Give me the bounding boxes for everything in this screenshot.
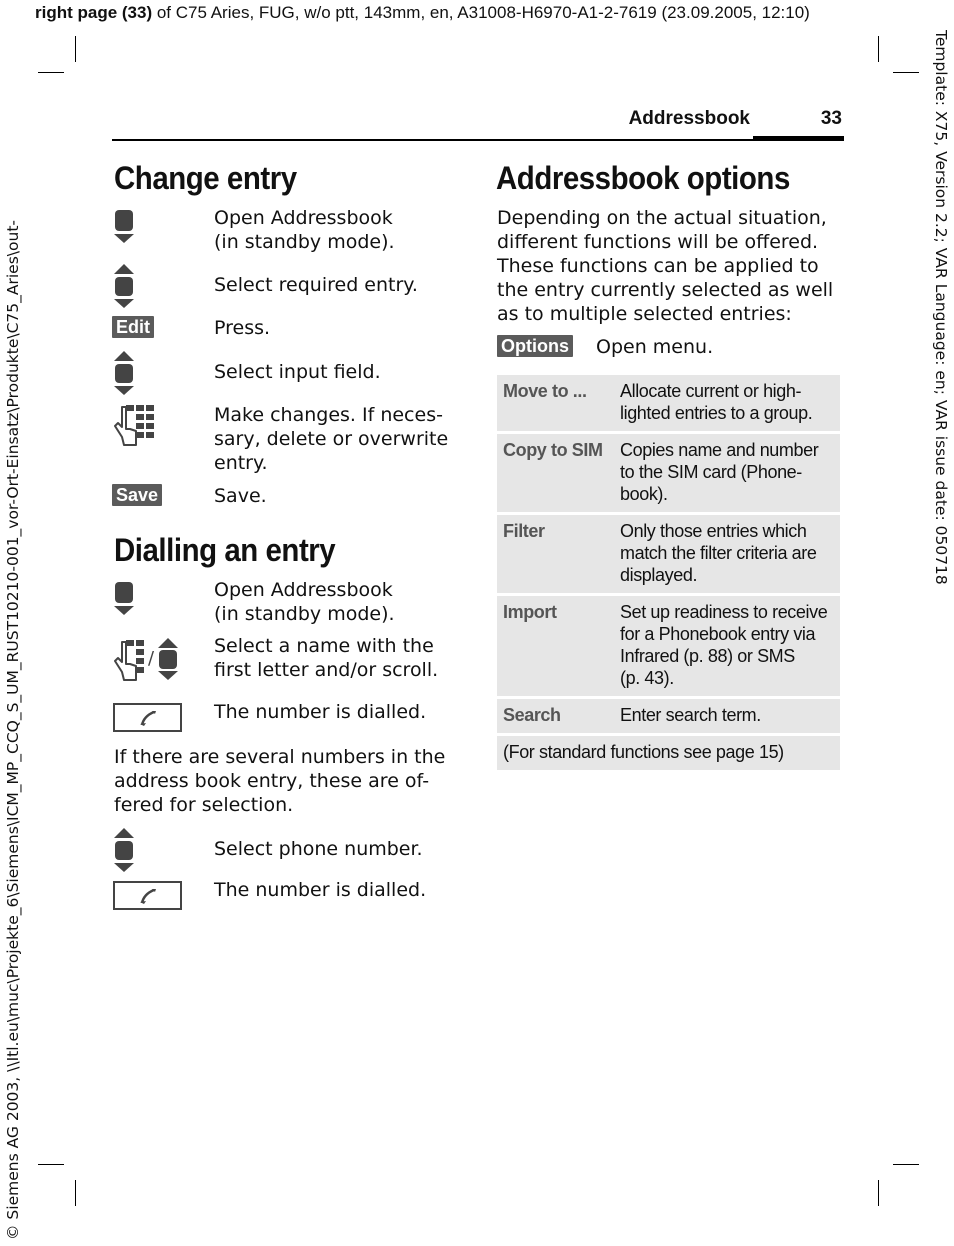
step-text: Open menu. xyxy=(596,336,714,358)
step-edit xyxy=(112,316,452,342)
step-make-changes xyxy=(112,403,452,478)
edit-softkey[interactable]: Edit xyxy=(112,316,154,338)
step-text: Select phone number. xyxy=(214,838,423,860)
header-rule-accent xyxy=(753,136,844,141)
table-row xyxy=(497,596,840,696)
table-row xyxy=(497,375,840,431)
running-head xyxy=(112,106,844,142)
option-description: Copies name and number to the SIM card (Phone- book). xyxy=(614,434,840,512)
step-select-entry xyxy=(112,262,452,308)
crop-mark xyxy=(878,36,879,62)
step-open-addressbook-2 xyxy=(112,578,452,628)
step-open-addressbook xyxy=(112,206,452,256)
options-table xyxy=(497,372,840,773)
keypad-or-nav-icon xyxy=(112,634,184,682)
option-name: Copy to SIM xyxy=(497,434,614,512)
keypad-hand-icon xyxy=(112,403,156,447)
table-row xyxy=(497,434,840,512)
option-name: Filter xyxy=(497,515,614,593)
table-footer-row xyxy=(497,736,840,770)
nav-key-updown-icon xyxy=(112,349,136,395)
step-select-name xyxy=(112,634,452,684)
print-info-bold: right page (33) xyxy=(35,3,153,22)
option-description: Only those entries which match the filter criteria are displayed. xyxy=(614,515,840,593)
step-select-field xyxy=(112,349,452,395)
left-margin-path-text: © Siemens AG 2003, \\Itl.eu\muc\Projekte_6\Siemens\ICM_MP_CCQ_S_UM_RUST10210-001_vor-Ort-Einsatz\Produkte\C75_Aries\out- xyxy=(4,220,22,1240)
option-name: Search xyxy=(497,699,614,733)
options-intro: Depending on the actual situation, different functions will be offered. These functions can be applied to the entry currently selected as well as to multiple selected entries: xyxy=(497,207,834,325)
step-dial xyxy=(112,700,452,734)
nav-key-down-icon xyxy=(112,578,136,618)
icon-separator: / xyxy=(148,648,155,669)
step-text: Open Addressbook (in standby mode). xyxy=(214,207,395,253)
step-text: Select required entry. xyxy=(214,274,418,296)
step-text: Open Addressbook (in standby mode). xyxy=(214,579,395,625)
heading-dialling-entry: Dialling an entry xyxy=(114,532,336,568)
crop-mark xyxy=(75,1180,76,1206)
step-text: The number is dialled. xyxy=(214,879,427,901)
step-text: Save. xyxy=(214,485,267,507)
print-info-rest: of C75 Aries, FUG, w/o ptt, 143mm, en, A31008-H6970-A1-2-7619 (23.09.2005, 12:10) xyxy=(152,3,810,22)
option-description: Enter search term. xyxy=(614,699,840,733)
step-dial-2 xyxy=(112,878,452,912)
nav-key-updown-icon xyxy=(112,826,136,872)
table-row xyxy=(497,515,840,593)
option-description: Set up readiness to receive for a Phonebook entry via Infrared (p. 88) or SMS (p. 43). xyxy=(614,596,840,696)
dialling-paragraph: If there are several numbers in the address book entry, these are of- fered for selection. xyxy=(114,746,446,816)
crop-mark xyxy=(38,72,64,73)
crop-mark xyxy=(75,36,76,62)
step-text: The number is dialled. xyxy=(214,701,427,723)
step-text: Make changes. If neces- sary, delete or overwrite entry. xyxy=(214,404,449,474)
heading-change-entry: Change entry xyxy=(114,160,297,196)
step-text: Select a name with the first letter and/or scroll. xyxy=(214,635,439,681)
crop-mark xyxy=(893,72,919,73)
step-options xyxy=(497,335,842,361)
call-key-icon xyxy=(112,700,184,734)
print-info-line xyxy=(35,3,810,23)
step-text: Select input field. xyxy=(214,361,381,383)
option-name: Move to ... xyxy=(497,375,614,431)
step-select-number xyxy=(112,826,452,872)
table-row xyxy=(497,699,840,733)
right-margin-template-text: Template: X75, Version 2.2; VAR Language: en; VAR issue date: 050718 xyxy=(932,30,950,585)
option-name: Import xyxy=(497,596,614,696)
step-text: Press. xyxy=(214,317,271,339)
save-softkey[interactable]: Save xyxy=(112,484,162,506)
call-key-icon xyxy=(112,878,184,912)
options-softkey[interactable]: Options xyxy=(497,335,573,357)
nav-key-down-icon xyxy=(112,206,136,246)
heading-addressbook-options: Addressbook options xyxy=(496,160,790,196)
crop-mark xyxy=(893,1164,919,1165)
crop-mark xyxy=(38,1164,64,1165)
running-head-title: Addressbook xyxy=(628,108,750,129)
nav-key-updown-icon xyxy=(112,262,136,308)
header-rule xyxy=(112,139,844,141)
page-number: 33 xyxy=(820,108,842,129)
option-description: Allocate current or high- lighted entries to a group. xyxy=(614,375,840,431)
crop-mark xyxy=(878,1180,879,1206)
table-footer: (For standard functions see page 15) xyxy=(497,736,840,770)
step-save xyxy=(112,484,452,510)
